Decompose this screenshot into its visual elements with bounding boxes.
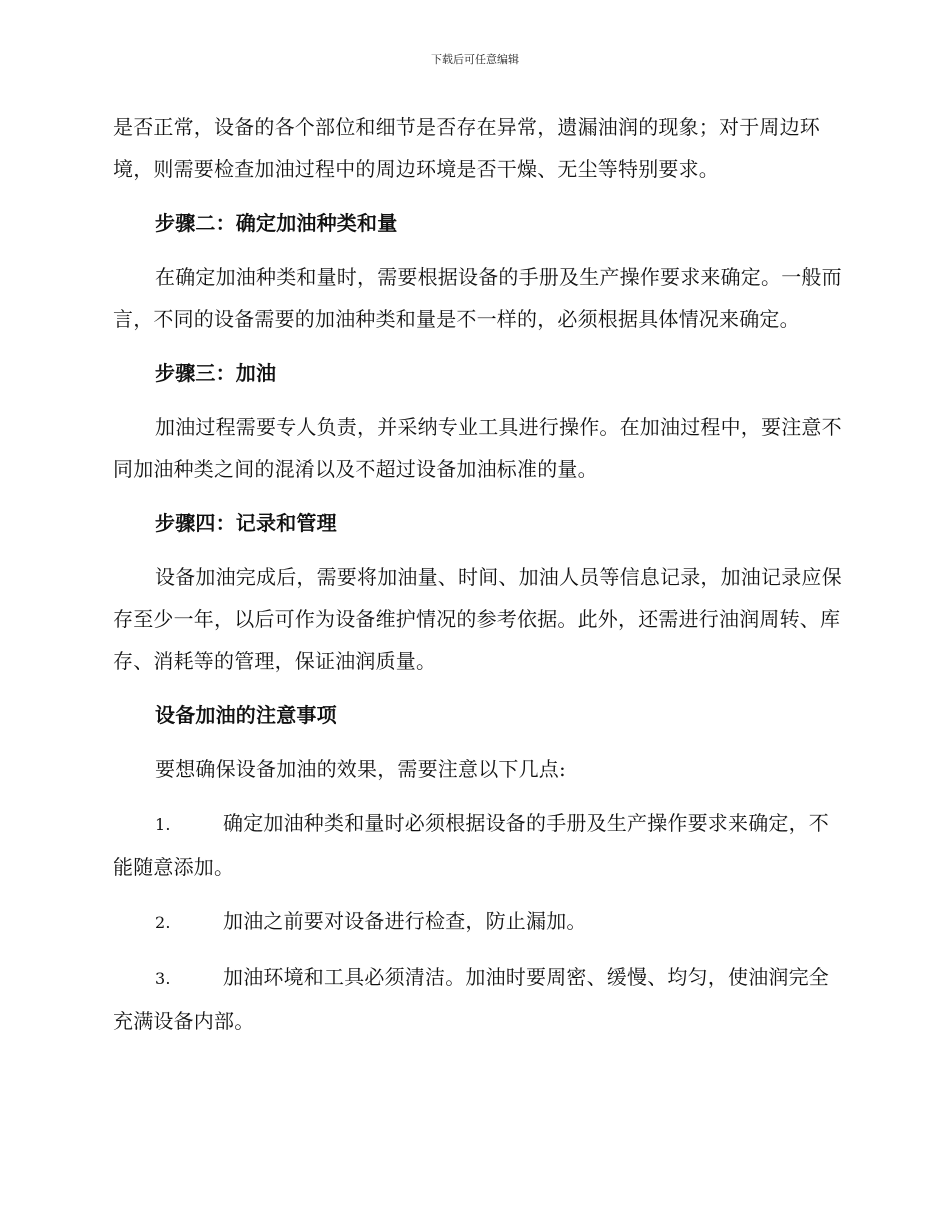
heading-step-four: 步骤四：记录和管理: [155, 511, 337, 535]
list-item-number: 3.: [155, 969, 171, 988]
paragraph-notes-intro: 要想确保设备加油的效果，需要注意以下几点:: [155, 757, 566, 781]
paragraph-step-three: 加油过程需要专人负责，并采纳专业工具进行操作。在加油过程中，要注意不同加油种类之间的混淆以及不超过设备加油标准的量。: [113, 415, 842, 481]
paragraph-step-four: 设备加油完成后，需要将加油量、时间、加油人员等信息记录，加油记录应保存至少一年，以后可作为设备维护情况的参考依据。此外，还需进行油润周转、库存、消耗等的管理，保证油润质量。: [113, 565, 842, 673]
list-item: [113, 802, 843, 888]
heading-step-two: 步骤二：确定加油种类和量: [155, 211, 398, 235]
paragraph-environment-check: 是否正常，设备的各个部位和细节是否存在异常，遗漏油润的现象；对于周边环境，则需要检查加油过程中的周边环境是否干燥、无尘等特别要求。: [113, 115, 820, 181]
document-body: [113, 106, 843, 1042]
paragraph-step-two: 在确定加油种类和量时，需要根据设备的手册及生产操作要求来确定。一般而言，不同的设备需要的加油种类和量是不一样的，必须根据具体情况来确定。: [113, 265, 842, 331]
list-item-text: 加油之前要对设备进行检查，防止漏加。: [223, 909, 587, 933]
list-item-text: 加油环境和工具必须清洁。加油时要周密、缓慢、均匀，使油润完全充满设备内部。: [113, 965, 829, 1033]
list-item-number: 1.: [155, 815, 171, 834]
list-item-text: 确定加油种类和量时必须根据设备的手册及生产操作要求来确定，不能随意添加。: [113, 811, 829, 879]
list-item: [113, 956, 843, 1042]
heading-step-three: 步骤三：加油: [155, 361, 277, 385]
page-header: 下载后可任意编辑: [431, 53, 519, 66]
list-item: [113, 900, 843, 944]
list-item-number: 2.: [155, 913, 171, 932]
heading-notes: 设备加油的注意事项: [155, 703, 337, 727]
